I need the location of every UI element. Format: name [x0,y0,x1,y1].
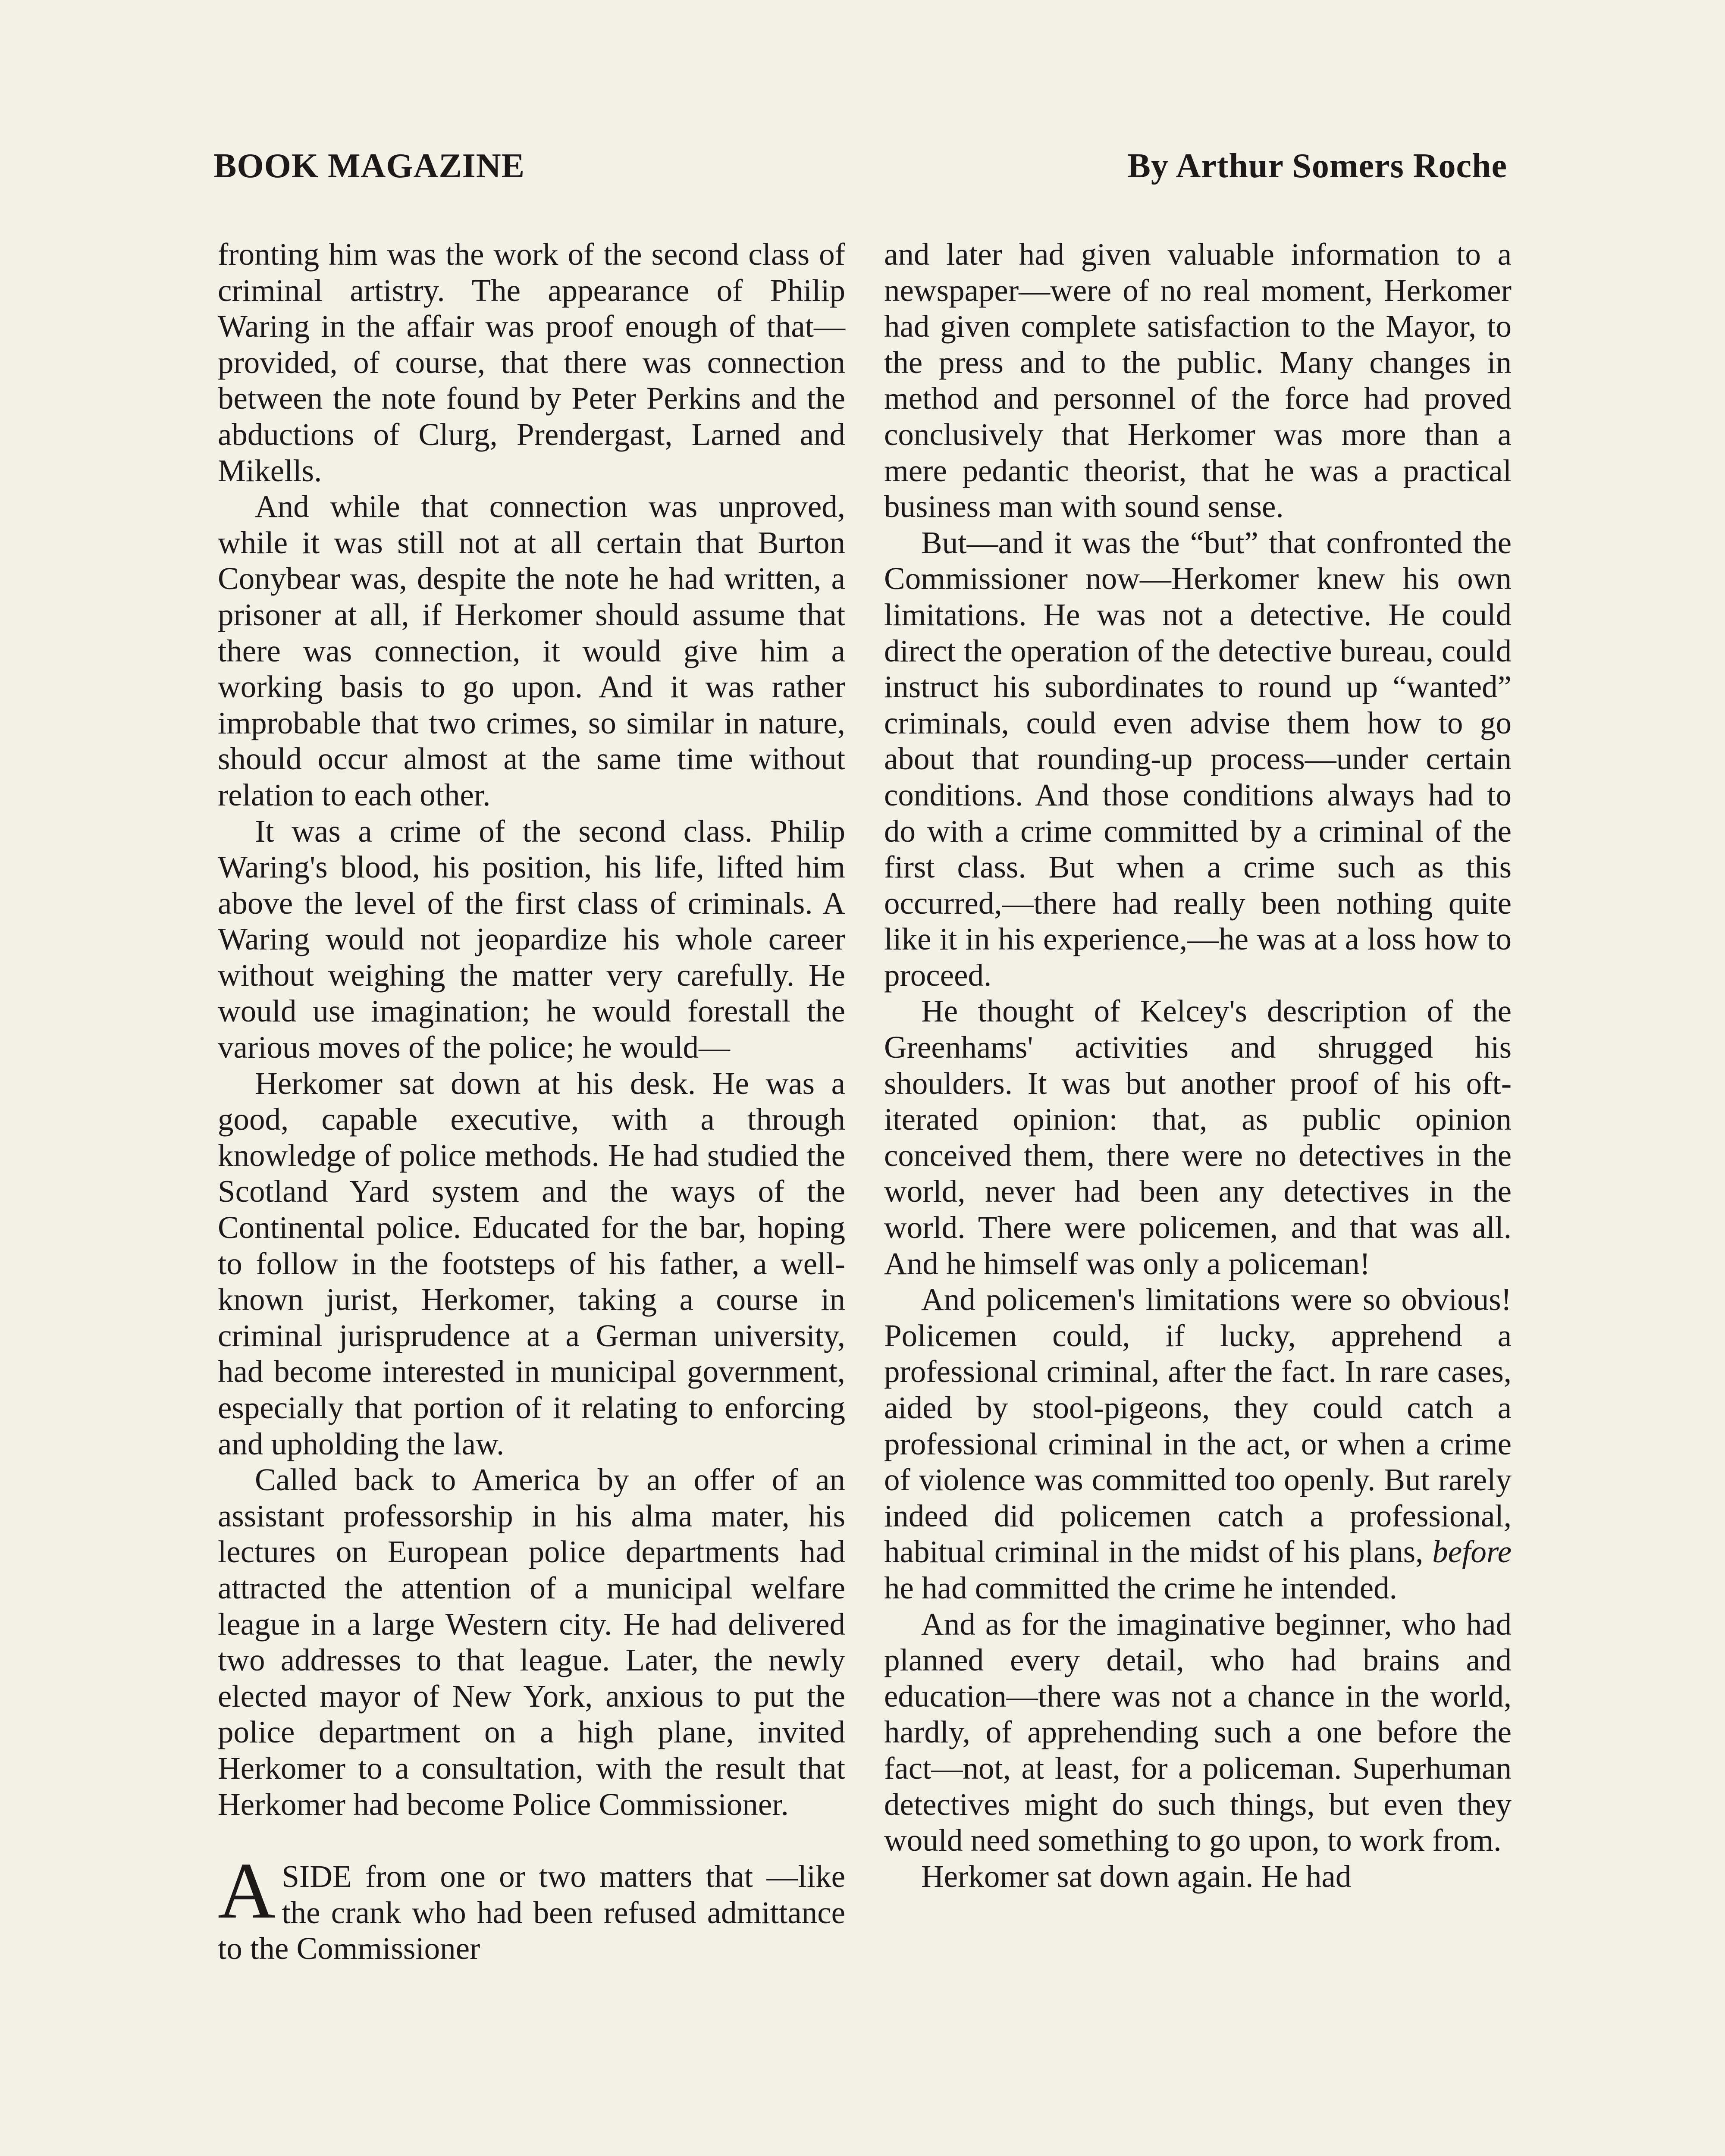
paragraph [884,1282,1512,1606]
paragraph: and later had given valuable information to a newspaper—were of no real moment, Herkomer had given complete satisfaction to the Mayor, to the press and to the public. Many changes in method and personnel of the force had proved conclusively that Herkomer was more than a mere pedantic theorist, that he was a practical business man with sound sense. [884,237,1512,524]
section-opening-paragraph [218,1846,845,1967]
running-head-magazine-title: BOOK MAGAZINE [213,147,525,185]
paragraph: He thought of Kelcey's description of the Greenhams' activities and shrugged his shoulders. It was but another proof of his oft-iterated opinion: that, as public opinion conceived them, there were no detectives in the world, never had been any detectives in the world. There were policemen, and that was all. And he himself was only a policeman! [884,993,1512,1281]
running-head-author: By Arthur Somers Roche [1127,147,1507,185]
paragraph: Herkomer sat down at his desk. He was a good, capable executive, with a through knowledge of police methods. He had studied the Scotland Yard system and the ways of the Continental police. Educated for the bar, hoping to follow in the footsteps of his father, a well-known jurist, Herkomer, taking a course in criminal jurisprudence at a German university, had become interested in municipal government, especially that portion of it relating to enforcing and upholding the law. [218,1065,845,1461]
left-text-column [218,236,845,1967]
paragraph-text: And policemen's limitations were so obvious! Policemen could, if lucky, apprehend a professional criminal, after the fact. In rare cases, aided by stool-pigeons, they could catch a professional criminal in the act, or when a crime of violence was committed too openly. But rarely indeed did policemen catch a professional, habitual criminal in the midst of his plans, [884,1282,1512,1570]
paragraph: And while that connection was unproved, while it was still not at all certain that Burton Conybear was, despite the note he had written, a prisoner at all, if Herkomer should assume that there was connection, it would give him a working basis to go upon. And it was rather improbable that two crimes, so similar in nature, should occur almost at the same time without relation to each other. [218,489,845,812]
paragraph: And as for the imaginative beginner, who had planned every detail, who had brains and education—there was not a chance in the world, hardly, of apprehending such a one before the fact—not, at least, for a policeman. Superhuman detectives might do such things, but even they would need something to go upon, to work from. [884,1606,1512,1858]
paragraph: But—and it was the “but” that confronted the Commissioner now—Herkomer knew his own limitations. He was not a detective. He could direct the operation of the detective bureau, could instruct his subordinates to round up “wanted” criminals, could even advise them how to go about that rounding-up process—under certain conditions. And those conditions always had to do with a crime committed by a criminal of the first class. But when a crime such as this occurred,—there had really been nothing quite like it in his experience,—he was at a loss how to proceed. [884,525,1512,993]
paragraph: fronting him was the work of the second class of criminal artistry. The appearance of Philip Waring in the affair was proof enough of that—provided, of course, that there was connection between the note found by Peter Perkins and the abductions of Clurg, Prendergast, Larned and Mikells. [218,237,845,488]
paragraph: Herkomer sat down again. He had [921,1858,1352,1894]
emphasized-word: before [1432,1534,1512,1570]
paragraph-text: from one or two matters that —like the crank who had been refused admittance to the Commissioner [218,1859,845,1966]
paragraph-text: he had committed the crime he intended. [884,1570,1397,1605]
paragraph: It was a crime of the second class. Philip Waring's blood, his position, his life, lifted him above the level of the first class of criminals. A Waring would not jeopardize his whole career without weighing the matter very carefully. He would use imagination; he would forestall the various moves of the police; he would— [218,813,845,1065]
section-lead-words: SIDE [282,1859,352,1894]
right-text-column [884,236,1512,1894]
paragraph: Called back to America by an offer of an assistant professorship in his alma mater, his lectures on European police departments had attracted the attention of a municipal welfare league in a large Western city. He had delivered two addresses to that league. Later, the newly elected mayor of New York, anxious to put the police department on a high plane, invited Herkomer to a consultation, with the result that Herkomer had become Police Commissioner. [218,1462,845,1822]
drop-cap-letter: A [218,1846,276,1936]
